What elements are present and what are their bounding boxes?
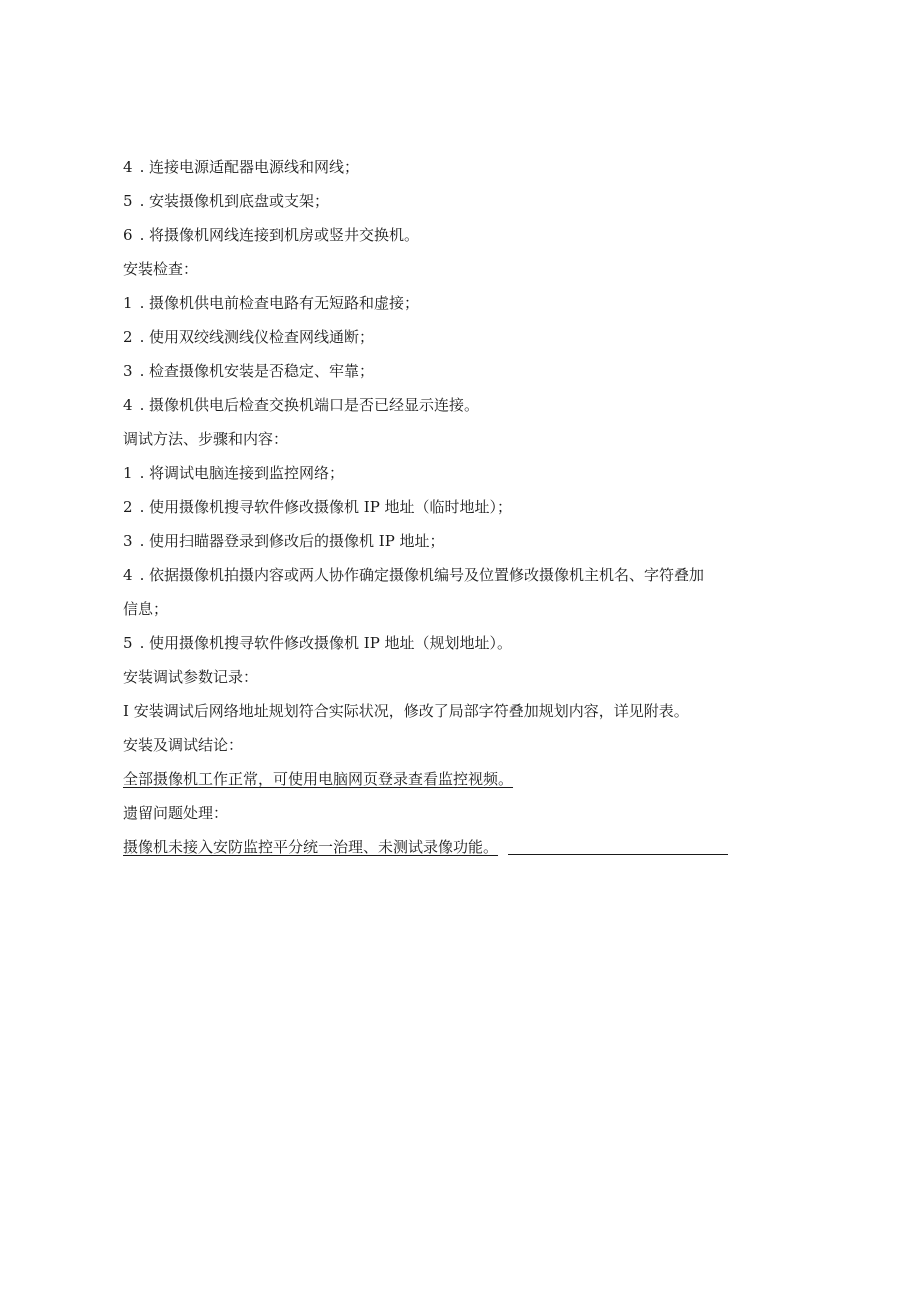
- conclusion-text-underlined: 全部摄像机工作正常，可使用电脑网页登录查看监控视频。: [123, 770, 514, 788]
- params-text: I 安装调试后网络地址规划符合实际状况，修改了局部字符叠加规划内容，详见附表。: [123, 702, 689, 720]
- debug-item-4: 4 . 依据摄像机拍摄内容或两人协作确定摄像机编号及位置修改摄像机主机名、字符叠加: [123, 566, 705, 584]
- check-item-2: 2 . 使用双绞线测线仪检查网线通断；: [123, 328, 375, 346]
- blank-fill-line: [508, 838, 728, 855]
- install-step-6: 6 . 将摄像机网线连接到机房或竖井交换机。: [123, 226, 420, 244]
- debug-item-3: 3 . 使用扫瞄器登录到修改后的摄像机 IP 地址；: [123, 532, 445, 550]
- issues-text-underlined: 摄像机未接入安防监控平分统一治理、未测试录像功能。: [123, 838, 499, 856]
- check-heading: 安装检查：: [123, 260, 199, 278]
- debug-item-2: 2 . 使用摄像机搜寻软件修改摄像机 IP 地址（临时地址）；: [123, 498, 513, 516]
- params-heading: 安装调试参数记录：: [123, 668, 259, 686]
- issues-text: [123, 830, 803, 864]
- debug-item-1: 1 . 将调试电脑连接到监控网络；: [123, 464, 345, 482]
- debug-item-5: 5 . 使用摄像机搜寻软件修改摄像机 IP 地址（规划地址）。: [123, 634, 513, 652]
- document-page: [123, 150, 803, 864]
- check-item-4: 4 . 摄像机供电后检查交换机端口是否已经显示连接。: [123, 396, 480, 414]
- check-item-1: 1 . 摄像机供电前检查电路有无短路和虚接；: [123, 294, 420, 312]
- conclusion-heading: 安装及调试结论：: [123, 736, 244, 754]
- issues-heading: 遗留问题处理：: [123, 804, 229, 822]
- conclusion-text: [123, 762, 803, 796]
- check-item-3: 3 . 检查摄像机安装是否稳定、牢靠；: [123, 362, 375, 380]
- debug-heading: 调试方法、步骤和内容：: [123, 430, 289, 448]
- install-step-4: 4 . 连接电源适配器电源线和网线；: [123, 158, 360, 176]
- debug-item-4-continuation: 信息；: [123, 600, 169, 618]
- install-step-5: 5 . 安装摄像机到底盘或支架；: [123, 192, 330, 210]
